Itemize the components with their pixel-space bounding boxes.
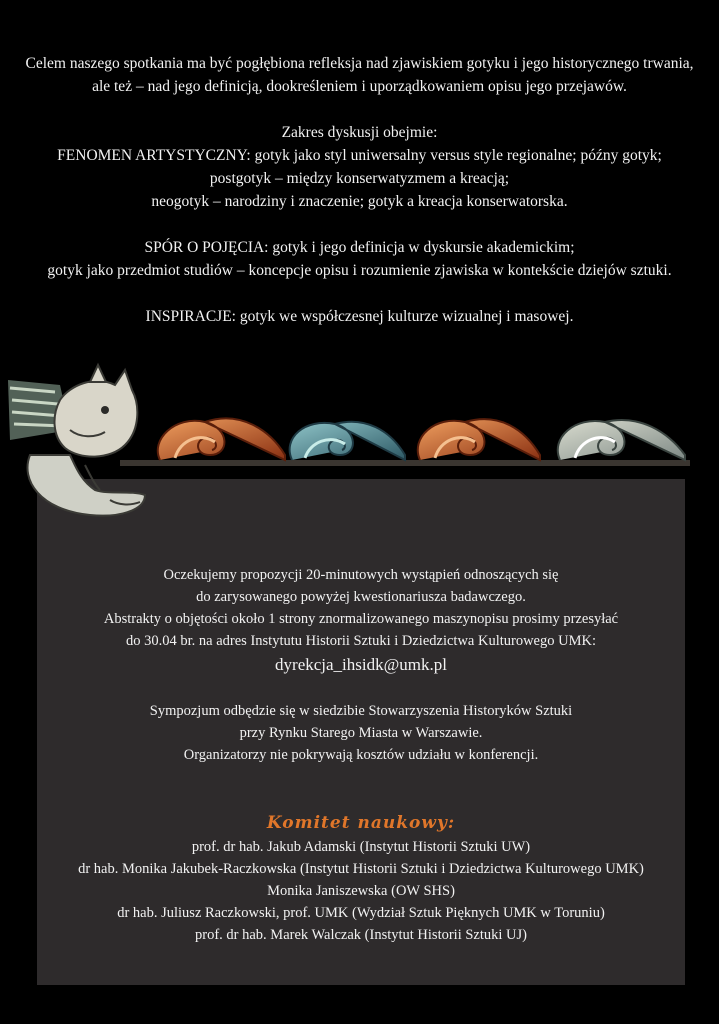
topic-artistic bbox=[0, 144, 719, 167]
intro-section bbox=[0, 52, 719, 328]
topic-artistic-text-2: postgotyk – między konserwatyzmem a kreacją; bbox=[209, 170, 510, 187]
topic-artistic-label: FENOMEN ARTYSTYCZNY: bbox=[57, 147, 251, 164]
call-line-2: do zarysowanego powyżej kwestionariusza badawczego. bbox=[196, 589, 526, 605]
intro-line-1: Celem naszego spotkania ma być pogłębiona refleksja nad zjawiskiem gotyku i jego historycznego trwania, bbox=[25, 55, 694, 72]
topic-artistic-text-1: gotyk jako styl uniwersalny versus style regionalne; późny gotyk; bbox=[250, 147, 662, 164]
contact-email[interactable]: dyrekcja_ihsidk@umk.pl bbox=[275, 655, 447, 674]
topic-concepts-text-2: gotyk jako przedmiot studiów – koncepcje opisu i rozumienie zjawiska w kontekście dziejów sztuki. bbox=[47, 262, 672, 279]
committee-member-5: prof. dr hab. Marek Walczak (Instytut Historii Sztuki UJ) bbox=[195, 927, 527, 943]
scroll-ornament-2 bbox=[290, 422, 405, 460]
venue-line-1: Sympozjum odbędzie się w siedzibie Stowarzyszenia Historyków Sztuki bbox=[149, 703, 573, 719]
venue-line-3: Organizatorzy nie pokrywają kosztów udziału w konferencji. bbox=[183, 747, 539, 763]
intro-line-2: ale też – nad jego definicją, dookreśleniem i uporządkowaniem opisu jego przejawów. bbox=[92, 78, 627, 95]
info-panel bbox=[37, 479, 685, 985]
committee-title: Komitet naukowy: bbox=[266, 813, 456, 833]
scope-heading: Zakres dyskusji obejmie: bbox=[281, 124, 438, 141]
committee-member-1: prof. dr hab. Jakub Adamski (Instytut Historii Sztuki UW) bbox=[191, 839, 531, 855]
committee-member-4: dr hab. Juliusz Raczkowski, prof. UMK (Wydział Sztuk Pięknych UMK w Toruniu) bbox=[117, 905, 605, 921]
scroll-ornament-3 bbox=[418, 419, 540, 460]
call-line-4: do 30.04 br. na adres Instytutu Historii Sztuki i Dziedzictwa Kulturowego UMK: bbox=[126, 633, 596, 649]
panel-content bbox=[37, 564, 685, 946]
call-line-3: Abstrakty o objętości około 1 strony znormalizowanego maszynopisu prosimy przesyłać bbox=[103, 611, 619, 627]
topic-concepts-text-1: gotyk i jego definicja w dyskursie akademickim; bbox=[268, 239, 575, 256]
topic-artistic-text-3: neogotyk – narodziny i znaczenie; gotyk a kreacja konserwatorska. bbox=[151, 193, 568, 210]
topic-inspirations-label: INSPIRACJE: bbox=[145, 308, 236, 325]
committee-member-2: dr hab. Monika Jakubek-Raczkowska (Instytut Historii Sztuki i Dziedzictwa Kulturowego UMK) bbox=[78, 861, 644, 877]
topic-inspirations bbox=[0, 305, 719, 328]
call-line-1: Oczekujemy propozycji 20-minutowych wystąpień odnoszących się bbox=[163, 567, 559, 583]
topic-concepts-label: SPÓR O POJĘCIA: bbox=[144, 239, 269, 256]
committee-member-3: Monika Janiszewska (OW SHS) bbox=[267, 883, 455, 899]
gargoyle-creature-illustration bbox=[0, 360, 160, 535]
scroll-ornament-1 bbox=[158, 418, 285, 460]
scroll-ornament-4 bbox=[558, 420, 685, 460]
topic-concepts bbox=[0, 236, 719, 259]
topic-inspirations-text: gotyk we współczesnej kulturze wizualnej i masowej. bbox=[235, 308, 574, 325]
venue-line-2: przy Rynku Starego Miasta w Warszawie. bbox=[239, 725, 483, 741]
